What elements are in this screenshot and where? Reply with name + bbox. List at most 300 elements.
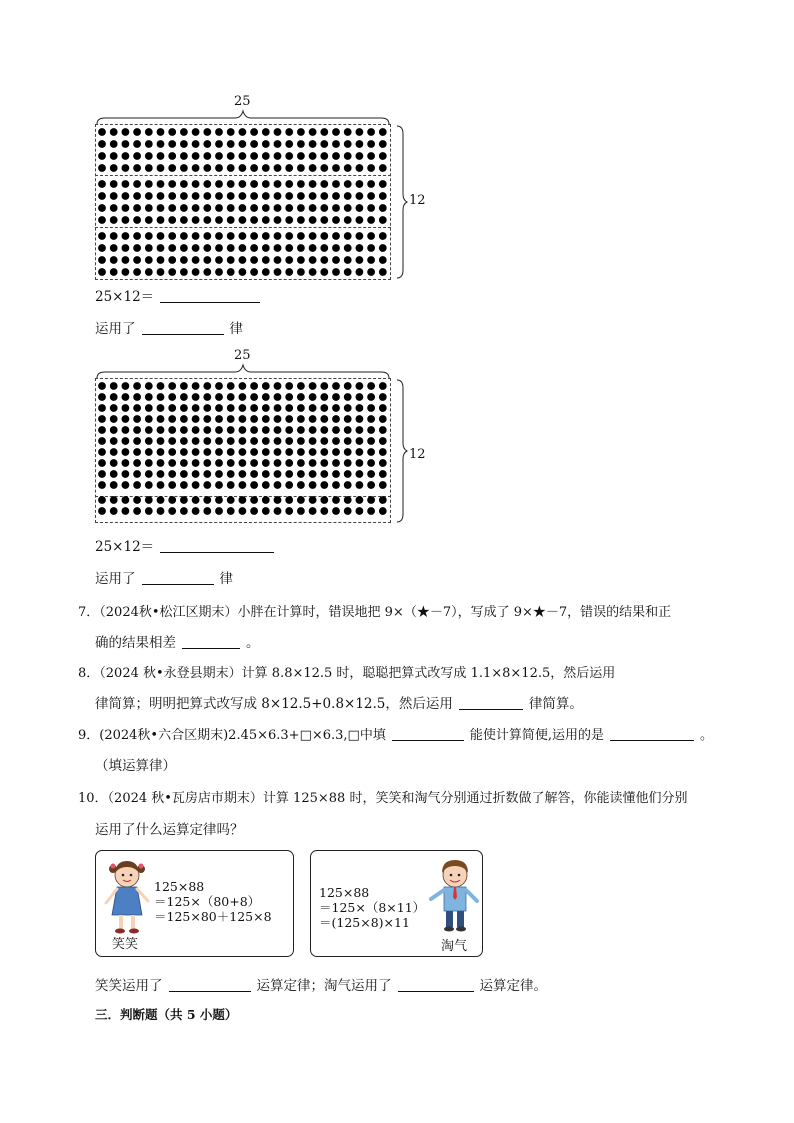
- dot: [356, 204, 364, 212]
- dot: [367, 459, 375, 467]
- dot: [274, 152, 282, 160]
- dot: [168, 470, 176, 478]
- dot: [227, 481, 235, 489]
- dot: [227, 216, 235, 224]
- dot: [309, 448, 317, 456]
- dot: [239, 404, 247, 412]
- dot: [192, 268, 200, 276]
- dot: [344, 382, 352, 390]
- dot: [168, 204, 176, 212]
- dot: [133, 459, 141, 467]
- dot: [309, 481, 317, 489]
- dot: [192, 216, 200, 224]
- dot: [367, 426, 375, 434]
- dot: [168, 216, 176, 224]
- dot: [320, 393, 328, 401]
- q7-line2: [95, 634, 260, 652]
- dot: [110, 415, 118, 423]
- dot: [110, 192, 118, 200]
- dot: [332, 382, 340, 390]
- dot: [250, 140, 258, 148]
- dot: [180, 404, 188, 412]
- dot: [332, 204, 340, 212]
- dot: [320, 232, 328, 240]
- dot: [239, 152, 247, 160]
- q9-end: 。: [699, 728, 713, 743]
- dot: [168, 415, 176, 423]
- dot: [157, 140, 165, 148]
- dot: [320, 256, 328, 264]
- dot: [356, 393, 364, 401]
- dot: [250, 216, 258, 224]
- dot: [227, 507, 235, 515]
- dot: [356, 256, 364, 264]
- dot: [203, 481, 211, 489]
- dot: [297, 192, 305, 200]
- dot: [274, 382, 282, 390]
- dot: [122, 404, 130, 412]
- dot: [157, 393, 165, 401]
- dot: [227, 152, 235, 160]
- dot: [309, 426, 317, 434]
- side-label-2: 12: [409, 447, 426, 462]
- dot: [332, 470, 340, 478]
- dot: [262, 426, 270, 434]
- dot: [297, 164, 305, 172]
- dot: [110, 152, 118, 160]
- dot: [180, 470, 188, 478]
- dot: [309, 180, 317, 188]
- dot: [215, 507, 223, 515]
- dot: [274, 256, 282, 264]
- dot: [145, 507, 153, 515]
- dot: [309, 140, 317, 148]
- dot: [145, 459, 153, 467]
- dot: [367, 268, 375, 276]
- dot: [379, 232, 387, 240]
- dot: [157, 204, 165, 212]
- dot: [239, 268, 247, 276]
- dot: [344, 481, 352, 489]
- dot: [320, 140, 328, 148]
- dot: [98, 481, 106, 489]
- dot: [98, 437, 106, 445]
- dot: [285, 244, 293, 252]
- side-label-1: 12: [409, 193, 426, 208]
- dot: [122, 152, 130, 160]
- dot: [227, 256, 235, 264]
- dot: [110, 481, 118, 489]
- dot: [250, 448, 258, 456]
- dot: [344, 204, 352, 212]
- dot: [203, 382, 211, 390]
- q8-blank[interactable]: [459, 695, 523, 710]
- dot: [157, 256, 165, 264]
- q8-text: 律简算；明明把算式改写成 8×12.5+0.8×12.5，然后运用: [95, 696, 453, 712]
- side-brace-1: [396, 124, 408, 280]
- dot: [227, 470, 235, 478]
- dot: [367, 256, 375, 264]
- dot: [356, 507, 364, 515]
- dot: [215, 232, 223, 240]
- q7-blank[interactable]: [182, 634, 240, 649]
- dot: [239, 244, 247, 252]
- dot: [133, 415, 141, 423]
- dot: [110, 496, 118, 504]
- dot: [274, 140, 282, 148]
- section-3-heading: 三．判断题（共 5 小题）: [95, 1007, 238, 1022]
- dot: [227, 268, 235, 276]
- dot: [215, 140, 223, 148]
- dot: [133, 232, 141, 240]
- dot: [157, 426, 165, 434]
- dot: [332, 152, 340, 160]
- dot: [320, 180, 328, 188]
- dot: [157, 415, 165, 423]
- dot: [262, 192, 270, 200]
- dot: [227, 204, 235, 212]
- q10-line1: 10．（2024 秋•瓦房店市期末）计算 125×88 时，笑笑和淘气分别通过折数做了解答，你能读懂他们分别: [78, 791, 688, 806]
- dot: [227, 448, 235, 456]
- dot: [250, 180, 258, 188]
- dot: [344, 268, 352, 276]
- dot: [320, 164, 328, 172]
- dot: [215, 415, 223, 423]
- dot: [297, 216, 305, 224]
- dot: [192, 437, 200, 445]
- dot: [133, 496, 141, 504]
- dot: [239, 382, 247, 390]
- dot: [274, 448, 282, 456]
- dot: [320, 128, 328, 136]
- dot: [262, 448, 270, 456]
- dot: [157, 244, 165, 252]
- dot: [344, 152, 352, 160]
- dot: [320, 244, 328, 252]
- q10-line2: 运用了什么运算定律吗？: [95, 822, 244, 838]
- dot: [98, 204, 106, 212]
- dot: [262, 404, 270, 412]
- dot: [180, 192, 188, 200]
- dot: [250, 426, 258, 434]
- dot: [332, 448, 340, 456]
- dot: [285, 437, 293, 445]
- dot: [297, 393, 305, 401]
- dot: [168, 507, 176, 515]
- dot: [133, 192, 141, 200]
- dot: [262, 128, 270, 136]
- dot: [168, 192, 176, 200]
- dot: [203, 404, 211, 412]
- dot: [367, 192, 375, 200]
- dot: [367, 496, 375, 504]
- dot: [297, 507, 305, 515]
- dot: [203, 496, 211, 504]
- dot: [379, 256, 387, 264]
- dot: [274, 216, 282, 224]
- dot: [285, 470, 293, 478]
- dot: [332, 140, 340, 148]
- dot: [133, 426, 141, 434]
- dot: [145, 128, 153, 136]
- dot: [297, 244, 305, 252]
- dot: [332, 128, 340, 136]
- dot: [98, 404, 106, 412]
- dot: [379, 152, 387, 160]
- dot: [356, 216, 364, 224]
- q7-text: 确的结果相差: [95, 635, 176, 651]
- dot: [133, 470, 141, 478]
- dot: [297, 152, 305, 160]
- dot: [180, 216, 188, 224]
- dot: [227, 415, 235, 423]
- dot: [98, 496, 106, 504]
- dot: [122, 459, 130, 467]
- q8-end: 律简算。: [528, 696, 583, 712]
- q10-blank-1[interactable]: [169, 977, 251, 992]
- dot: [250, 404, 258, 412]
- dot: [133, 152, 141, 160]
- dot: [274, 496, 282, 504]
- dot: [192, 192, 200, 200]
- dot: [285, 204, 293, 212]
- dot: [98, 393, 106, 401]
- equation-text: 25×12＝: [95, 289, 155, 305]
- dot: [145, 415, 153, 423]
- dot: [145, 404, 153, 412]
- dot: [98, 459, 106, 467]
- dot: [168, 164, 176, 172]
- q9-line1: [78, 726, 713, 745]
- xiaoxiao-name: 笑笑: [112, 937, 139, 952]
- dot: [367, 244, 375, 252]
- dot: [274, 232, 282, 240]
- dot: [285, 128, 293, 136]
- dot: [215, 128, 223, 136]
- dot: [250, 256, 258, 264]
- dot: [122, 437, 130, 445]
- q10-answer-b: 运算定律；淘气运用了: [256, 978, 392, 994]
- dot: [215, 481, 223, 489]
- dot: [344, 448, 352, 456]
- dot: [122, 470, 130, 478]
- dot: [203, 232, 211, 240]
- dot: [98, 192, 106, 200]
- dot: [262, 244, 270, 252]
- dot: [215, 268, 223, 276]
- dot: [356, 180, 364, 188]
- dot: [192, 152, 200, 160]
- q9-blank-2[interactable]: [610, 726, 694, 741]
- dot: [239, 128, 247, 136]
- dot: [274, 268, 282, 276]
- dot: [309, 216, 317, 224]
- dot: [297, 232, 305, 240]
- xiaoxiao-step-1: 125×88: [154, 879, 205, 894]
- dot: [344, 140, 352, 148]
- dot: [98, 415, 106, 423]
- dot: [203, 426, 211, 434]
- dot: [379, 268, 387, 276]
- dot: [98, 268, 106, 276]
- dot: [332, 180, 340, 188]
- dot: [262, 164, 270, 172]
- dot: [227, 164, 235, 172]
- dot: [367, 470, 375, 478]
- dot: [344, 437, 352, 445]
- dot: [332, 459, 340, 467]
- dot: [157, 128, 165, 136]
- dot: [145, 481, 153, 489]
- dot: [157, 382, 165, 390]
- dot: [122, 268, 130, 276]
- dot: [344, 507, 352, 515]
- dot: [157, 404, 165, 412]
- dot: [227, 244, 235, 252]
- dot: [168, 404, 176, 412]
- q9-blank-1[interactable]: [392, 726, 464, 741]
- dot: [180, 180, 188, 188]
- dot: [239, 180, 247, 188]
- dot: [110, 448, 118, 456]
- equation-text: 25×12＝: [95, 539, 155, 555]
- dot: [332, 216, 340, 224]
- dot: [356, 470, 364, 478]
- dot: [168, 382, 176, 390]
- dot: [239, 426, 247, 434]
- dot: [309, 470, 317, 478]
- dot: [145, 268, 153, 276]
- dot: [239, 496, 247, 504]
- dot: [122, 382, 130, 390]
- dot: [157, 496, 165, 504]
- dot: [356, 426, 364, 434]
- dot: [274, 426, 282, 434]
- dot: [285, 216, 293, 224]
- dot: [145, 152, 153, 160]
- dot: [180, 164, 188, 172]
- dot: [239, 415, 247, 423]
- dot: [332, 192, 340, 200]
- dot: [122, 140, 130, 148]
- dot: [332, 268, 340, 276]
- dot: [274, 437, 282, 445]
- dot: [180, 140, 188, 148]
- dot: [320, 496, 328, 504]
- dot: [203, 459, 211, 467]
- dot: [274, 481, 282, 489]
- dot: [320, 192, 328, 200]
- dot: [239, 232, 247, 240]
- dot: [309, 152, 317, 160]
- dot: [250, 470, 258, 478]
- dot: [122, 393, 130, 401]
- dot: [157, 437, 165, 445]
- law-suffix: 律: [219, 571, 233, 587]
- q10-blank-2[interactable]: [398, 977, 474, 992]
- dot: [320, 216, 328, 224]
- dot: [168, 393, 176, 401]
- dot: [332, 256, 340, 264]
- dot: [168, 268, 176, 276]
- dot: [332, 393, 340, 401]
- dot: [379, 448, 387, 456]
- dot: [98, 152, 106, 160]
- dot: [332, 426, 340, 434]
- dot: [332, 481, 340, 489]
- dot: [133, 268, 141, 276]
- answer-blank[interactable]: [160, 538, 274, 553]
- dot: [274, 192, 282, 200]
- dot: [215, 437, 223, 445]
- dot: [367, 507, 375, 515]
- dot: [98, 448, 106, 456]
- dot: [297, 470, 305, 478]
- law-blank[interactable]: [142, 570, 214, 585]
- dot: [367, 164, 375, 172]
- dot: [285, 140, 293, 148]
- dot: [239, 216, 247, 224]
- dot: [379, 128, 387, 136]
- q10-answer: [95, 977, 547, 995]
- dot: [192, 507, 200, 515]
- dot: [110, 244, 118, 252]
- dot: [274, 393, 282, 401]
- dot: [379, 382, 387, 390]
- dot: [227, 382, 235, 390]
- dot: [297, 268, 305, 276]
- dot: [356, 268, 364, 276]
- dot: [379, 507, 387, 515]
- q8-line2: [95, 695, 583, 713]
- dot: [262, 204, 270, 212]
- dot: [168, 256, 176, 264]
- dot: [122, 180, 130, 188]
- law-blank[interactable]: [142, 320, 224, 335]
- dot: [157, 470, 165, 478]
- dot: [145, 204, 153, 212]
- dot: [356, 437, 364, 445]
- dot: [215, 256, 223, 264]
- q9-text: 9．(2024秋•六合区期末)2.45×6.3+□×6.3,□中填: [78, 728, 386, 743]
- dot: [192, 256, 200, 264]
- q7-line1: 7．（2024秋•松江区期末）小胖在计算时，错误地把 9×（★－7），写成了 9×★－7，错误的结果和正: [78, 605, 672, 620]
- dot: [227, 459, 235, 467]
- dot: [145, 244, 153, 252]
- xiaoxiao-step-3: ＝125×80＋125×8: [154, 909, 272, 924]
- dot: [203, 152, 211, 160]
- dot: [98, 507, 106, 515]
- dot: [157, 164, 165, 172]
- dot: [227, 393, 235, 401]
- dot: [110, 140, 118, 148]
- dot: [274, 204, 282, 212]
- answer-blank[interactable]: [160, 288, 260, 303]
- dot: [367, 232, 375, 240]
- dot: [356, 128, 364, 136]
- top-label-2: 25: [234, 348, 251, 363]
- dot: [203, 393, 211, 401]
- dot: [320, 448, 328, 456]
- dot: [344, 192, 352, 200]
- dot: [262, 216, 270, 224]
- girl-figure-icon: [102, 857, 152, 937]
- dot: [168, 128, 176, 136]
- dot: [110, 437, 118, 445]
- dot: [356, 140, 364, 148]
- dot: [285, 152, 293, 160]
- dot: [274, 128, 282, 136]
